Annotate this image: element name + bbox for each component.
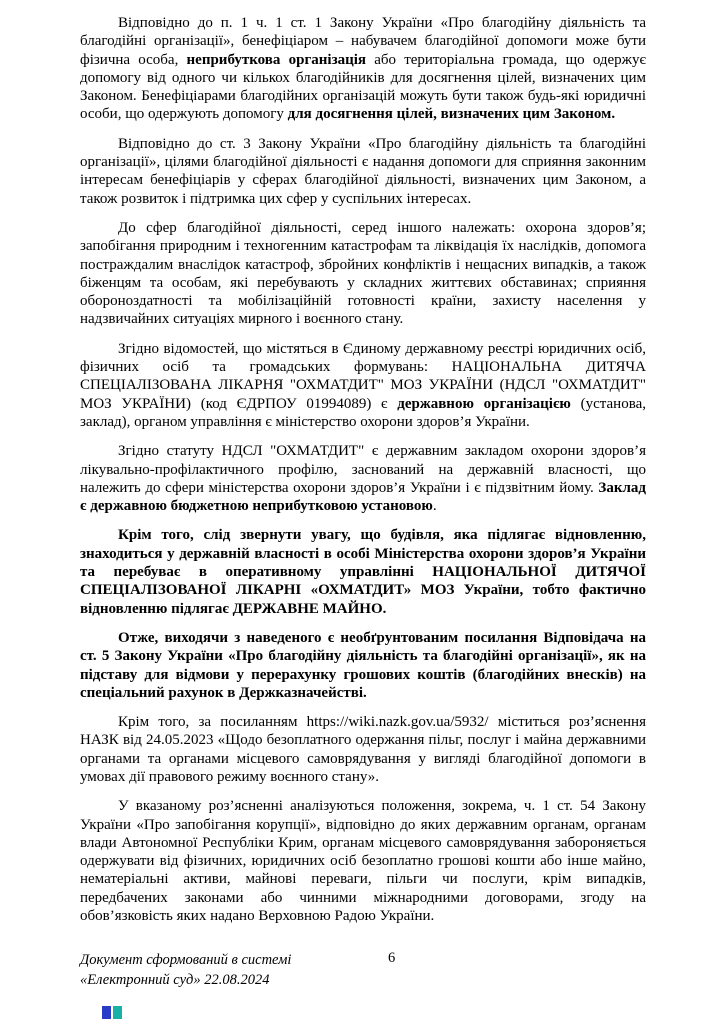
text-run: Згідно відомостей, що містяться в Єдиному державному реєстрі юридичних осіб, фізичних осіб та громадських формувань: НАЦІОНАЛЬНА ДИТЯЧА СПЕЦІАЛІЗОВАНА ЛІКАРНЯ "ОХМАТДИТ" МОЗ УКРАЇНИ (НДСЛ "ОХМАТДИТ" МОЗ УКРАЇНИ) (код ЄДРПОУ 01994089) є — [80, 340, 646, 412]
text-run-bold: Отже, виходячи з наведеного є необґрунтованим посилання Відповідача на ст. 5 Закону України «Про благодійну діяльність та благодійні організації», як на підставу для відмови у перерахунку грошових коштів (благодійних внесків) на спеціальний рахунок в Держказначействі. — [80, 629, 646, 701]
text-run: (установа, заклад), органом управління є міністерство охорони здоров’я України. — [80, 395, 646, 430]
text-run: . — [432, 498, 437, 515]
paragraph — [80, 797, 646, 925]
paragraph — [80, 14, 646, 124]
text-run: Крім того, за посиланням — [118, 714, 307, 731]
text-run: У вказаному роз’ясненні аналізуються положення, зокрема, ч. 1 ст. 54 Закону України «Про запобігання корупції», відповідно до яких державним органам, органам влади Автономної Республіки Крим, органам місцевого самоврядування забороняється одержувати від фізичних, юридичних осіб безоплатно грошові кошти або інше майно, нематеріальні активи, майнові переваги, пільги чи послуги, крім випадків, передбачених законами або чинними міжнародними договорами, згоду на обов’язковість яких надано Верховною Радою України. — [80, 798, 646, 925]
text-run: Відповідно до ст. 3 Закону України «Про благодійну діяльність та благодійні організації», цілями благодійної діяльності є надання допомоги для сприяння законним інтересам бенефіціарів у сферах благодійної діяльності, визначених цим Законом, а також розвиток і підтримка цих сфер у суспільних інтересах. — [80, 135, 646, 207]
paragraph — [80, 135, 646, 208]
text-run-bold: неприбуткова організація — [186, 51, 367, 68]
paragraph — [80, 526, 646, 617]
footer-stamp-text — [80, 950, 291, 990]
page-number: 6 — [388, 950, 396, 966]
footer-line-1: Документ сформований в системі — [80, 952, 292, 968]
text-run-bold: державною організацією — [397, 395, 571, 412]
paragraph — [80, 629, 646, 702]
url-text: https://wiki.nazk.gov.ua/5932/ — [306, 714, 489, 731]
text-run-bold: для досягнення цілей, визначених цим Законом. — [287, 106, 616, 123]
text-run: Відповідно до п. 1 ч. 1 ст. 1 Закону України «Про благодійну діяльність та благодійні організації», бенефіціаром – набувачем благодійної допомоги може бути фізична особа, — [80, 15, 646, 68]
footer-line-2: «Електронний суд» 22.08.2024 — [80, 972, 270, 988]
paragraph — [80, 219, 646, 329]
text-run: До сфер благодійної діяльності, серед іншого належать: охорона здоров’я; запобігання природним і техногенним катастрофам та ліквідація їх наслідків, допомога постраждалим внаслідок катастроф, збройних конфліктів і нещасних випадків, а також біженцям та особам, які перебувають у складних життєвих обставинах; сприяння обороноздатності та мобілізаційній готовності країни, захисту населення у надзвичайних ситуаціях мирного і воєнного стану. — [80, 219, 646, 328]
text-run-bold: Заклад є державною бюджетною неприбутковою установою — [80, 479, 646, 515]
document-body — [80, 14, 646, 936]
text-run-bold: Крім того, слід звернути увагу, що будівля, яка підлягає відновленню, знаходиться у державній власності в особі Міністерства охорони здоров’я України та перебуває в оперативному управлінні НАЦІОНАЛЬНОЇ ДИТЯЧОЇ СПЕЦІАЛІЗОВАНОЇ ЛІКАРНІ «ОХМАТДИТ» МОЗ України, тобто фактично відновленню підлягає ДЕРЖАВНЕ МАЙНО. — [80, 527, 646, 617]
paragraph — [80, 442, 646, 515]
signature-mark-teal — [113, 1006, 122, 1019]
signature-mark-blue — [102, 1006, 111, 1019]
text-run: або територіальна громада, що одержує допомогу від одного чи кількох благодійників для досягнення цілей, визначених цим Законом. Бенефіціарами благодійних організацій можуть бути також будь-які юридичні особи, що одержують допомогу — [80, 51, 646, 123]
signature-mark-icon — [102, 1004, 126, 1019]
paragraph — [80, 340, 646, 431]
text-run: Згідно статуту НДСЛ "ОХМАТДИТ" є державним закладом охорони здоров’я лікувально-профілактичного профілю, заснований на державній власності, що належить до сфери міністерства охорони здоров’я України і є підзвітним йому. — [80, 443, 646, 496]
paragraph — [80, 713, 646, 786]
text-run: міститься роз’яснення НАЗК від 24.05.2023 «Щодо безоплатного одержання пільг, послуг і майна державними органами та органами місцевого самоврядування у вигляді благодійної допомоги в умовах дії правового режиму воєнного стану». — [80, 714, 646, 785]
